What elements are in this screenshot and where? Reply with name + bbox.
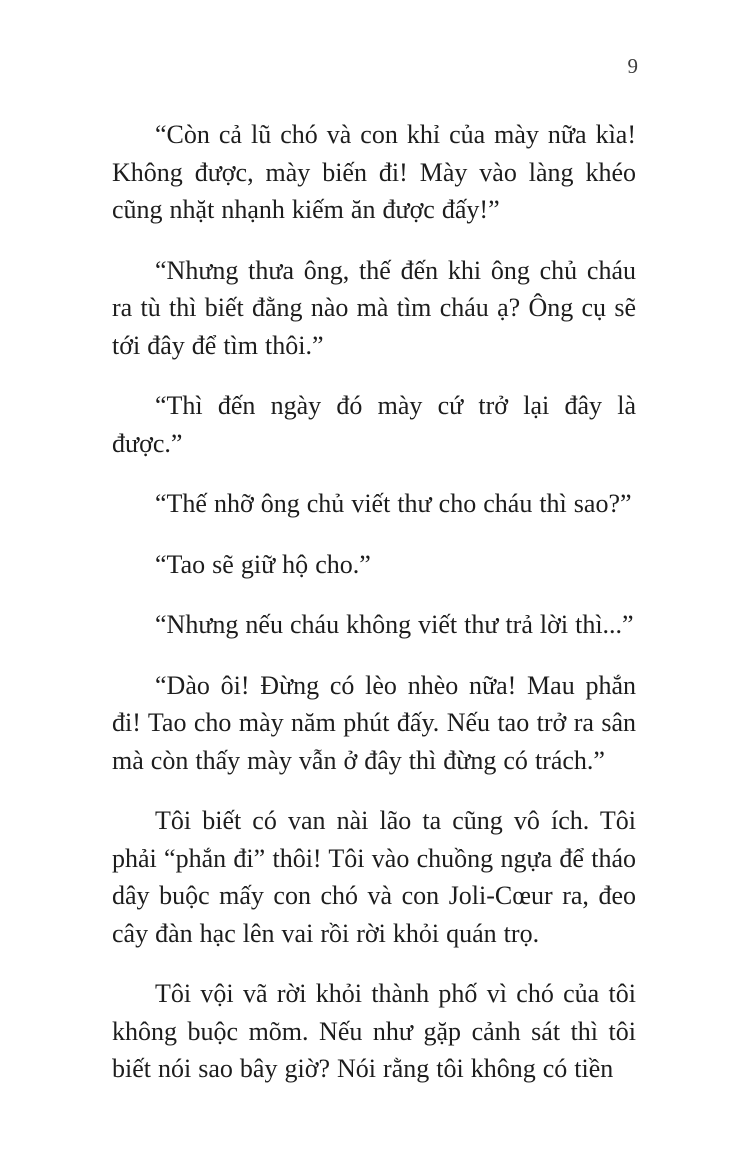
paragraph-4: “Thế nhỡ ông chủ viết thư cho cháu thì sao?” (155, 489, 632, 518)
page-number: 9 (627, 54, 638, 78)
paragraph-7: “Dào ôi! Đừng có lèo nhèo nữa! Mau phắn đi! Tao cho mày năm phút đấy. Nếu tao trở ra sân mà còn thấy mày vẫn ở đây thì đừng có trách.” (112, 670, 636, 775)
paragraph-8: Tôi biết có van nài lão ta cũng vô ích. Tôi phải “phắn đi” thôi! Tôi vào chuồng ngựa để tháo dây buộc mấy con chó và con Joli-Cœur ra, đeo cây đàn hạc lên vai rồi rời khỏi quán trọ. (112, 806, 636, 948)
text-block (112, 116, 636, 1088)
paragraph-2: “Nhưng thưa ông, thế đến khi ông chủ cháu ra tù thì biết đằng nào mà tìm cháu ạ? Ông cụ sẽ tới đây để tìm thôi.” (112, 255, 636, 360)
paragraph-1: “Còn cả lũ chó và con khỉ của mày nữa kìa! Không được, mày biến đi! Mày vào làng khéo cũng nhặt nhạnh kiếm ăn được đấy!” (112, 120, 636, 224)
paragraph-9: Tôi vội vã rời khỏi thành phố vì chó của tôi không buộc mõm. Nếu như gặp cảnh sát thì tôi biết nói sao bây giờ? Nói rằng tôi không có tiền (112, 979, 636, 1083)
paragraph-5: “Tao sẽ giữ hộ cho.” (155, 549, 371, 579)
paragraph-3: “Thì đến ngày đó mày cứ trở lại đây là được.” (112, 391, 636, 458)
paragraph-6: “Nhưng nếu cháu không viết thư trả lời thì...” (155, 610, 634, 639)
